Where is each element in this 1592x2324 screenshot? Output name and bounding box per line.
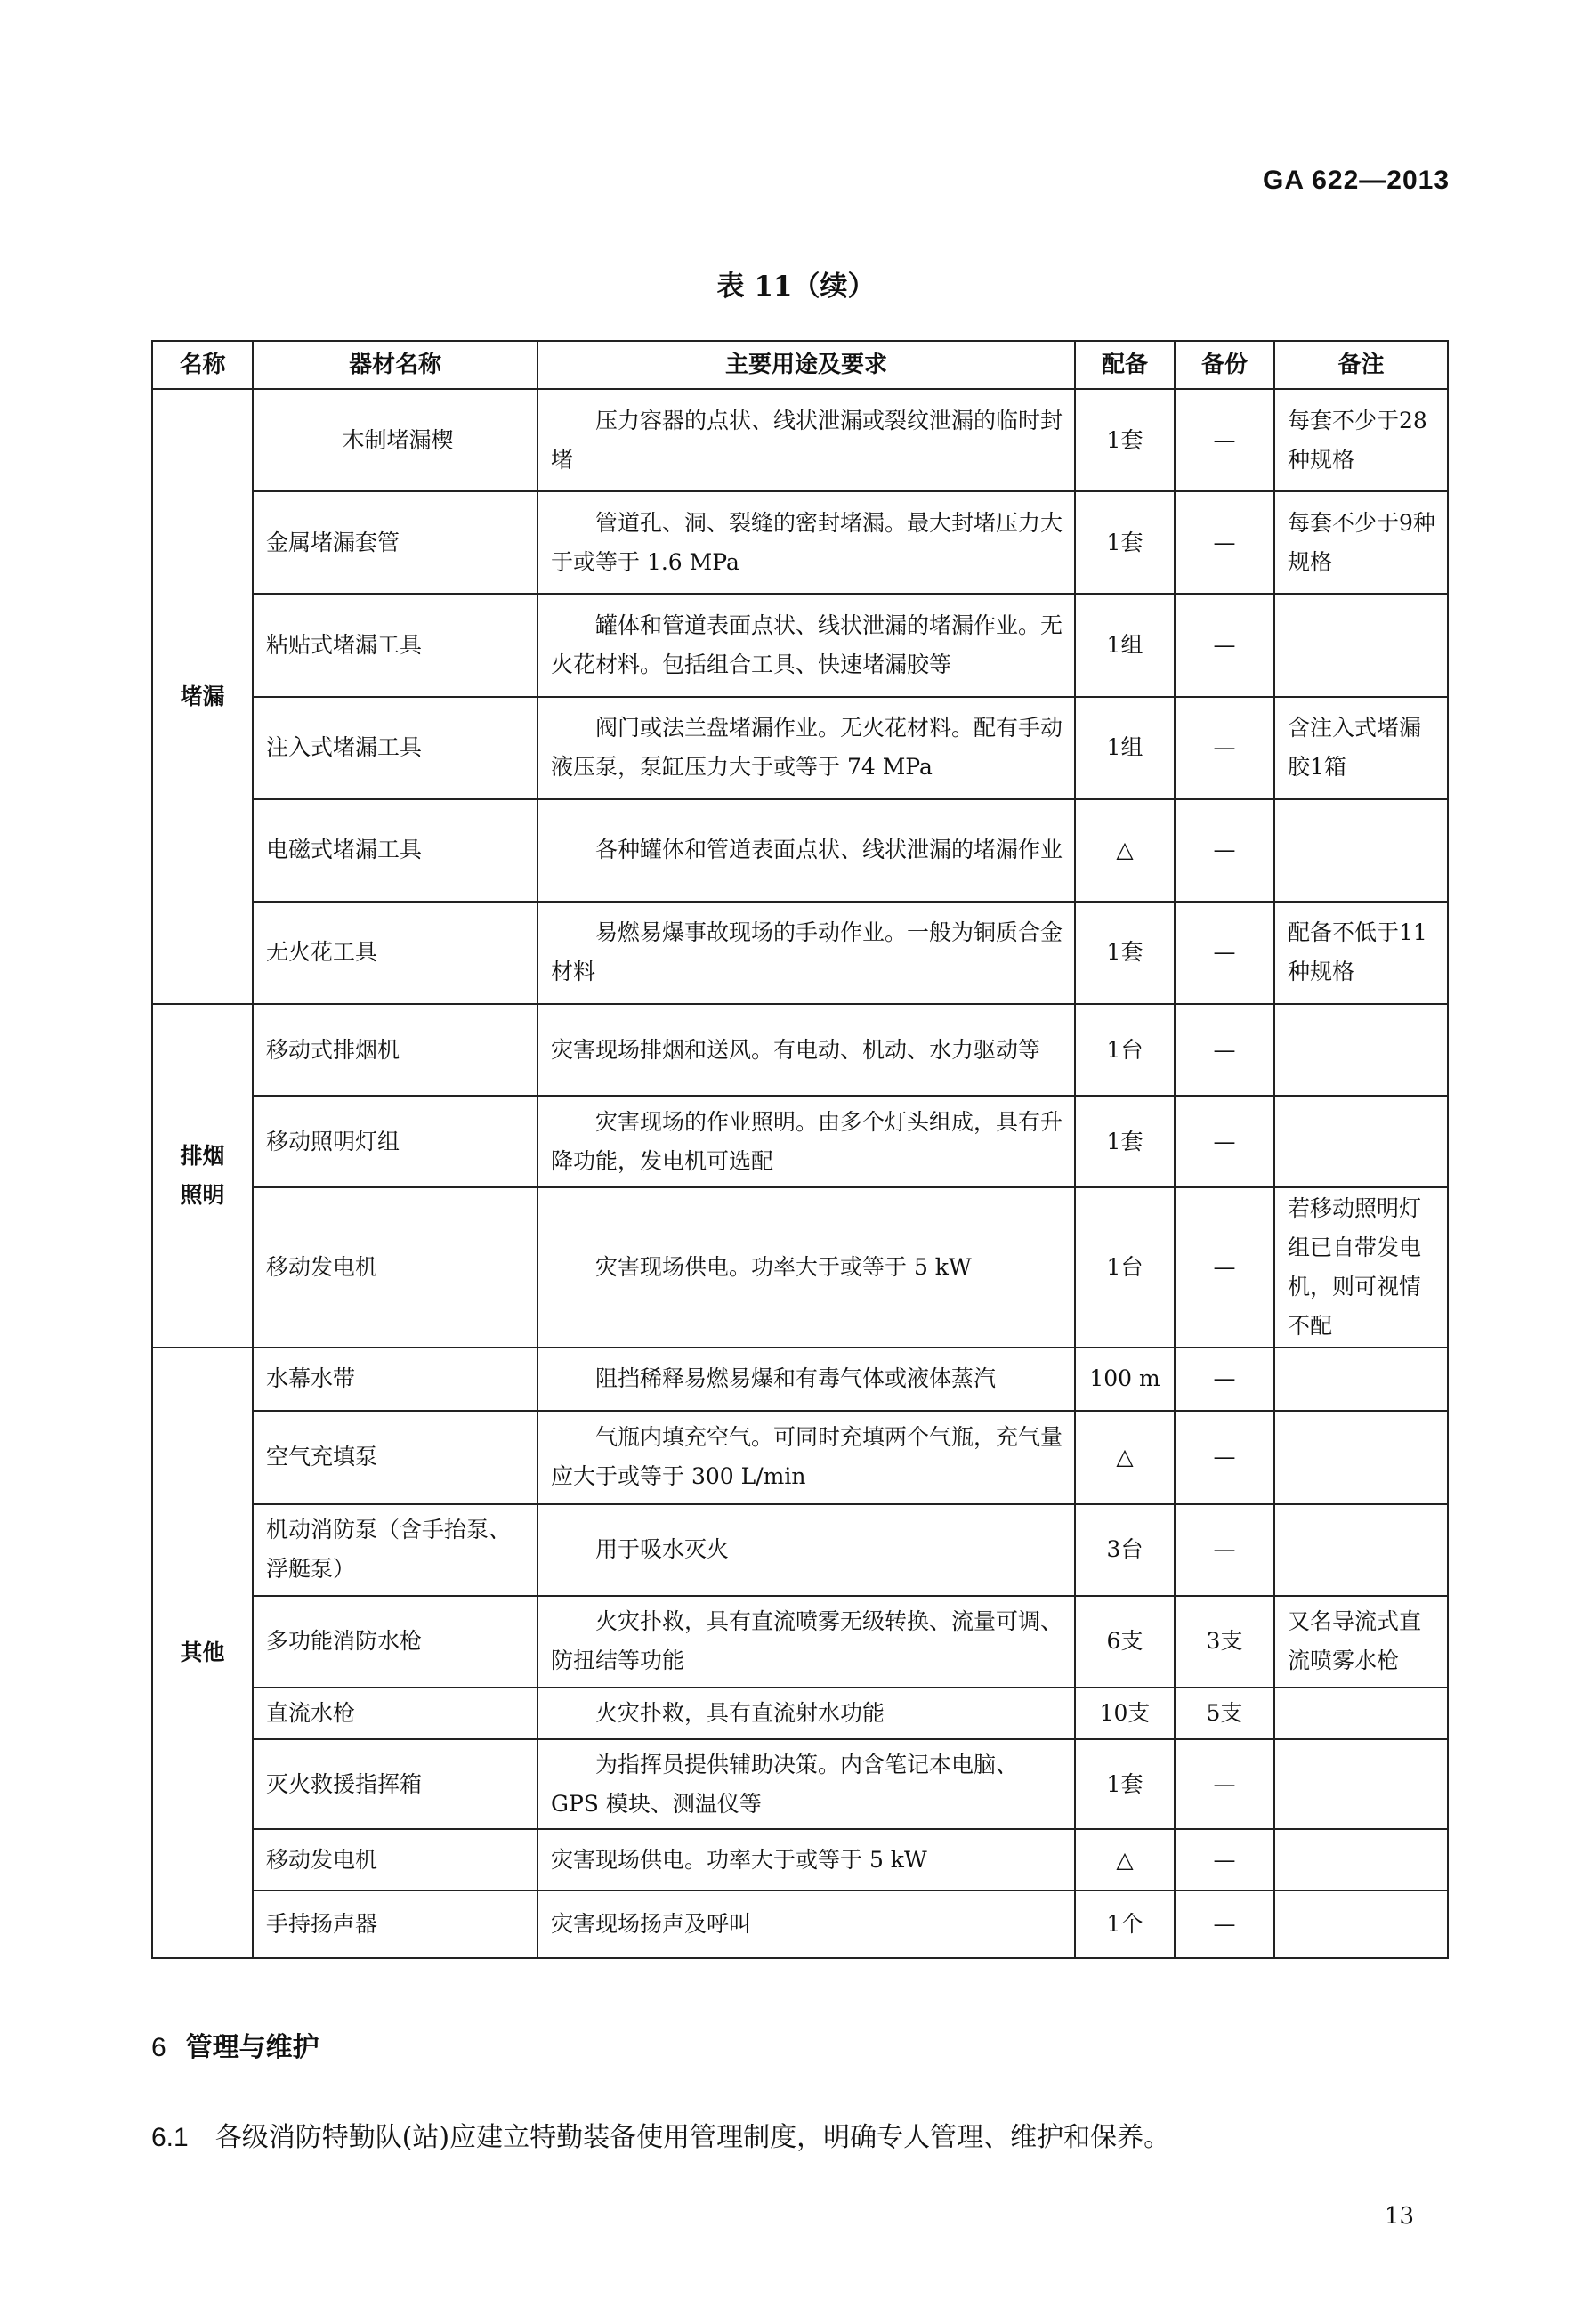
- section-number: 6: [151, 2033, 166, 2062]
- backup-qty: —: [1175, 389, 1274, 491]
- equip-qty: 1台: [1075, 1004, 1175, 1096]
- backup-qty: —: [1175, 902, 1274, 1004]
- equip-qty: 1台: [1075, 1187, 1175, 1348]
- table-row: [152, 1411, 1448, 1504]
- equipment-use: 灾害现场的作业照明。由多个灯头组成，具有升降功能，发电机可选配: [537, 1096, 1075, 1187]
- equipment-name: 水幕水带: [253, 1348, 537, 1411]
- backup-qty: 5支: [1175, 1688, 1274, 1740]
- table-row: [152, 902, 1448, 1004]
- category-cell: 排烟照明: [152, 1004, 253, 1348]
- backup-qty: —: [1175, 1348, 1274, 1411]
- col-header-use: 主要用途及要求: [537, 341, 1075, 389]
- backup-qty: —: [1175, 491, 1274, 594]
- equipment-name: 移动式排烟机: [253, 1004, 537, 1096]
- paragraph-number: 6.1: [151, 2123, 189, 2152]
- paragraph: [151, 2115, 1170, 2154]
- table-row: [152, 1829, 1448, 1891]
- col-header-note: 备注: [1274, 341, 1448, 389]
- col-header-equipment-name: 器材名称: [253, 341, 537, 389]
- equip-qty: △: [1075, 1829, 1175, 1891]
- equipment-name: 木制堵漏楔: [253, 389, 537, 491]
- backup-qty: —: [1175, 1411, 1274, 1504]
- equipment-use: 罐体和管道表面点状、线状泄漏的堵漏作业。无火花材料。包括组合工具、快速堵漏胶等: [537, 594, 1075, 696]
- backup-qty: —: [1175, 1829, 1274, 1891]
- category-cell: 其他: [152, 1348, 253, 1958]
- table-row: [152, 1891, 1448, 1958]
- equipment-use: 用于吸水灭火: [537, 1504, 1075, 1596]
- note: [1274, 594, 1448, 696]
- table-row: [152, 1004, 1448, 1096]
- table-row: [152, 594, 1448, 696]
- equipment-name: 金属堵漏套管: [253, 491, 537, 594]
- equip-qty: △: [1075, 799, 1175, 902]
- equipment-use: 压力容器的点状、线状泄漏或裂纹泄漏的临时封堵: [537, 389, 1075, 491]
- note: [1274, 799, 1448, 902]
- backup-qty: —: [1175, 594, 1274, 696]
- equip-qty: 1组: [1075, 697, 1175, 799]
- equipment-name: 注入式堵漏工具: [253, 697, 537, 799]
- note: [1274, 1829, 1448, 1891]
- note: [1274, 1891, 1448, 1958]
- equipment-name: 移动发电机: [253, 1829, 537, 1891]
- note: [1274, 1688, 1448, 1740]
- page-number: 13: [1384, 2203, 1414, 2230]
- backup-qty: —: [1175, 1187, 1274, 1348]
- equip-qty: 1套: [1075, 902, 1175, 1004]
- paragraph-text: 各级消防特勤队(站)应建立特勤装备使用管理制度，明确专人管理、维护和保养。: [214, 2122, 1171, 2153]
- equipment-use: 灾害现场排烟和送风。有电动、机动、水力驱动等: [537, 1004, 1075, 1096]
- equipment-name: 空气充填泵: [253, 1411, 537, 1504]
- table-row: [152, 1187, 1448, 1348]
- equipment-name: 机动消防泵（含手抬泵、浮艇泵）: [253, 1504, 537, 1596]
- note: 每套不少于9种规格: [1274, 491, 1448, 594]
- equipment-use: 阀门或法兰盘堵漏作业。无火花材料。配有手动液压泵，泵缸压力大于或等于 74 MPa: [537, 697, 1075, 799]
- table-header-row: [152, 341, 1448, 389]
- equipment-use: 灾害现场供电。功率大于或等于 5 kW: [537, 1187, 1075, 1348]
- note: [1274, 1348, 1448, 1411]
- equip-qty: 1套: [1075, 1096, 1175, 1187]
- equipment-name: 手持扬声器: [253, 1891, 537, 1958]
- equipment-name: 电磁式堵漏工具: [253, 799, 537, 902]
- equipment-use: 火灾扑救，具有直流喷雾无级转换、流量可调、防扭结等功能: [537, 1596, 1075, 1688]
- backup-qty: —: [1175, 799, 1274, 902]
- backup-qty: —: [1175, 1739, 1274, 1829]
- note: [1274, 1739, 1448, 1829]
- equipment-name: 直流水枪: [253, 1688, 537, 1740]
- section-title: 管理与维护: [185, 2032, 319, 2063]
- table-row: [152, 1348, 1448, 1411]
- table-row: [152, 799, 1448, 902]
- equipment-name: 灭火救援指挥箱: [253, 1739, 537, 1829]
- equipment-use: 阻挡稀释易燃易爆和有毒气体或液体蒸汽: [537, 1348, 1075, 1411]
- equipment-use: 气瓶内填充空气。可同时充填两个气瓶，充气量应大于或等于 300 L/min: [537, 1411, 1075, 1504]
- table-row: [152, 1688, 1448, 1740]
- note: [1274, 1004, 1448, 1096]
- section-heading: [151, 2025, 319, 2064]
- backup-qty: —: [1175, 1096, 1274, 1187]
- note: 含注入式堵漏胶1箱: [1274, 697, 1448, 799]
- backup-qty: —: [1175, 1004, 1274, 1096]
- note: [1274, 1504, 1448, 1596]
- table-row: [152, 389, 1448, 491]
- equipment-use: 各种罐体和管道表面点状、线状泄漏的堵漏作业: [537, 799, 1075, 902]
- col-header-category: 名称: [152, 341, 253, 389]
- equip-qty: 1个: [1075, 1891, 1175, 1958]
- equipment-use: 易燃易爆事故现场的手动作业。一般为铜质合金材料: [537, 902, 1075, 1004]
- backup-qty: —: [1175, 1504, 1274, 1596]
- equipment-use: 管道孔、洞、裂缝的密封堵漏。最大封堵压力大于或等于 1.6 MPa: [537, 491, 1075, 594]
- equipment-name: 移动发电机: [253, 1187, 537, 1348]
- table-title: 表 11（续）: [716, 271, 876, 303]
- table-row: [152, 1096, 1448, 1187]
- note: 每套不少于28种规格: [1274, 389, 1448, 491]
- backup-qty: —: [1175, 697, 1274, 799]
- table-row: [152, 1739, 1448, 1829]
- standard-code: GA 622—2013: [1262, 166, 1450, 195]
- equipment-name: 无火花工具: [253, 902, 537, 1004]
- note: 配备不低于11种规格: [1274, 902, 1448, 1004]
- note: 又名导流式直流喷雾水枪: [1274, 1596, 1448, 1688]
- table-row: [152, 491, 1448, 594]
- col-header-equip: 配备: [1075, 341, 1175, 389]
- table-row: [152, 1596, 1448, 1688]
- equip-qty: 1套: [1075, 1739, 1175, 1829]
- equipment-name: 移动照明灯组: [253, 1096, 537, 1187]
- note: 若移动照明灯组已自带发电机，则可视情不配: [1274, 1187, 1448, 1348]
- equip-qty: 1套: [1075, 389, 1175, 491]
- equip-qty: △: [1075, 1411, 1175, 1504]
- equip-qty: 100 m: [1075, 1348, 1175, 1411]
- equip-qty: 6支: [1075, 1596, 1175, 1688]
- note: [1274, 1411, 1448, 1504]
- category-cell: 堵漏: [152, 389, 253, 1004]
- table-row: [152, 1504, 1448, 1596]
- col-header-backup: 备份: [1175, 341, 1274, 389]
- equip-qty: 10支: [1075, 1688, 1175, 1740]
- backup-qty: —: [1175, 1891, 1274, 1958]
- equip-qty: 1组: [1075, 594, 1175, 696]
- equipment-use: 灾害现场扬声及呼叫: [537, 1891, 1075, 1958]
- equipment-name: 粘贴式堵漏工具: [253, 594, 537, 696]
- equipment-use: 火灾扑救，具有直流射水功能: [537, 1688, 1075, 1740]
- table-row: [152, 697, 1448, 799]
- equipment-use: 为指挥员提供辅助决策。内含笔记本电脑、GPS 模块、测温仪等: [537, 1739, 1075, 1829]
- equip-qty: 3台: [1075, 1504, 1175, 1596]
- equipment-table: [151, 340, 1449, 1959]
- backup-qty: 3支: [1175, 1596, 1274, 1688]
- equipment-name: 多功能消防水枪: [253, 1596, 537, 1688]
- note: [1274, 1096, 1448, 1187]
- equip-qty: 1套: [1075, 491, 1175, 594]
- equipment-use: 灾害现场供电。功率大于或等于 5 kW: [537, 1829, 1075, 1891]
